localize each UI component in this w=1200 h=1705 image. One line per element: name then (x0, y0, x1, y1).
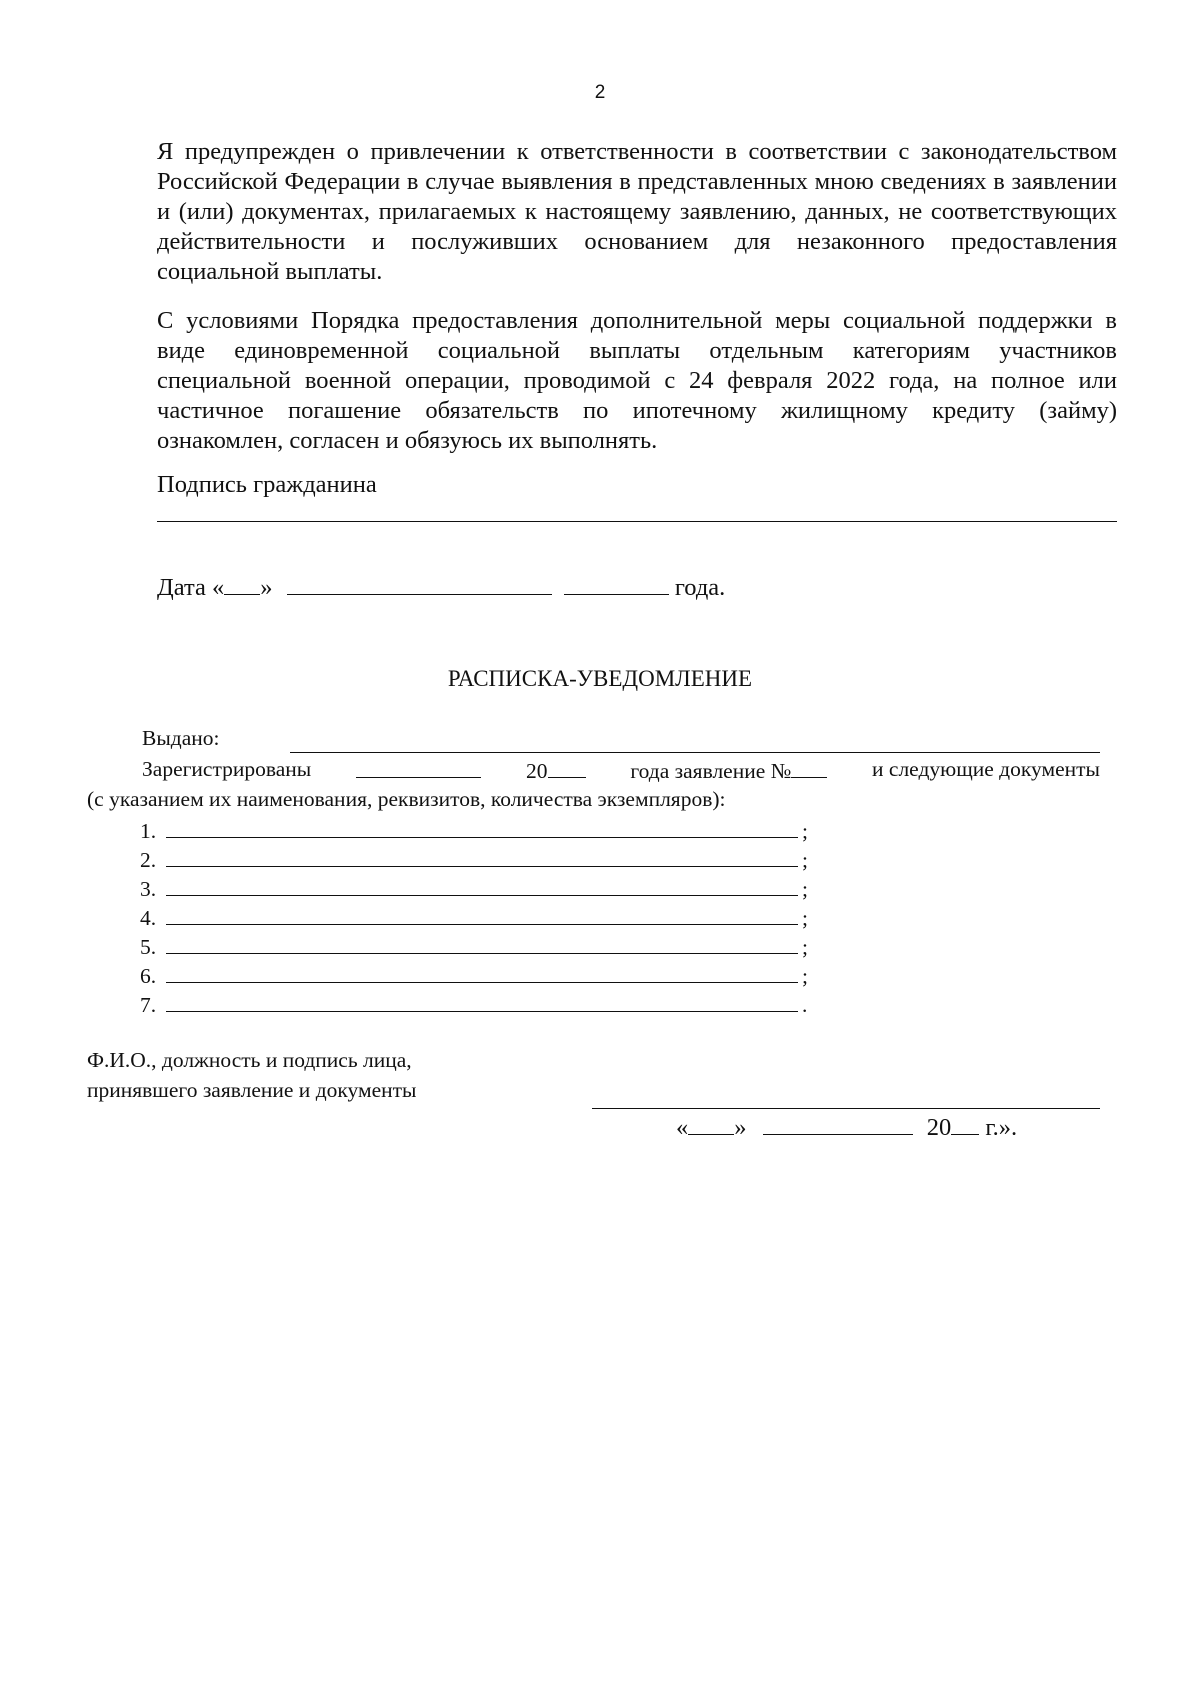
documents-note: (с указанием их наименования, реквизитов, количества экземпляров): (87, 787, 726, 811)
official-block (87, 1045, 416, 1105)
document-line[interactable] (166, 989, 798, 1012)
issued-label: Выдано: (142, 726, 220, 750)
conditions-paragraph: С условиями Порядка предоставления дополнительной меры социальной поддержки в виде единовременной социальной выплаты отдельным категориям участников специальной военной операции, проводимой с 24 февраля 2022 года, на полное или частичное погашение обязательств по ипотечному жилищному кредиту (займу) ознакомлен, согласен и обязуюсь их выполнять. (157, 307, 1117, 454)
date-close-quote: » (260, 574, 273, 601)
item-end: ; (802, 819, 808, 843)
item-number: 1. (140, 819, 157, 843)
official-signature-line[interactable] (592, 1108, 1100, 1109)
liability-paragraph: Я предупрежден о привлечении к ответственности в соответствии с законодательством Российской Федерации в случае выявления в представленных мною сведениях в заявлении и (или) документах, прилагаемых к настоящему заявлению, данных, не соответствующих действительности и послуживших основанием для незаконного предоставления социальной выплаты. (157, 138, 1117, 285)
item-end: ; (802, 848, 808, 872)
registration-row (142, 757, 1100, 784)
document-item (140, 844, 808, 873)
registration-year-prefix: 20 (526, 759, 548, 783)
signature-line[interactable] (157, 521, 1117, 522)
document-line[interactable] (166, 931, 798, 954)
item-number: 4. (140, 906, 157, 930)
item-end: . (802, 993, 808, 1017)
document-item (140, 873, 808, 902)
document-line[interactable] (166, 902, 798, 925)
document-item (140, 931, 808, 960)
day-blank[interactable] (224, 572, 260, 595)
item-number: 7. (140, 993, 157, 1017)
acceptance-date-row (676, 1112, 1017, 1142)
item-end: ; (802, 935, 808, 959)
official-label-line1: Ф.И.О., должность и подпись лица, (87, 1048, 412, 1072)
application-number-blank[interactable] (791, 757, 827, 778)
date-suffix: года. (674, 574, 726, 601)
acceptance-close-quote: » (734, 1114, 747, 1141)
document-line[interactable] (166, 815, 798, 838)
date-row (157, 572, 725, 602)
acceptance-month-blank[interactable] (763, 1112, 913, 1135)
acceptance-suffix: г.». (985, 1114, 1018, 1141)
registered-label: Зарегистрированы (142, 757, 312, 781)
item-end: ; (802, 906, 808, 930)
document-list (140, 815, 808, 1018)
acceptance-day-blank[interactable] (688, 1112, 734, 1135)
issued-line[interactable] (290, 752, 1100, 753)
item-end: ; (802, 964, 808, 988)
documents-text: и следующие документы (872, 757, 1100, 781)
registration-date-blank[interactable] (356, 757, 481, 778)
item-number: 2. (140, 848, 157, 872)
registration-year-blank[interactable] (548, 757, 586, 778)
item-end: ; (802, 877, 808, 901)
acceptance-year-prefix: 20 (926, 1114, 952, 1141)
document-line[interactable] (166, 844, 798, 867)
year-blank[interactable] (564, 572, 669, 595)
page-number: 2 (594, 82, 606, 103)
document-item (140, 815, 808, 844)
document-item (140, 960, 808, 989)
signature-label: Подпись гражданина (157, 471, 377, 498)
acceptance-open-quote: « (676, 1114, 689, 1141)
acceptance-year-blank[interactable] (951, 1112, 979, 1135)
month-blank[interactable] (287, 572, 552, 595)
item-number: 5. (140, 935, 157, 959)
document-line[interactable] (166, 873, 798, 896)
item-number: 3. (140, 877, 157, 901)
receipt-heading: РАСПИСКА-УВЕДОМЛЕНИЕ (447, 666, 753, 691)
application-text: года заявление № (630, 759, 792, 783)
document-item (140, 989, 808, 1018)
document-line[interactable] (166, 960, 798, 983)
official-label-line2: принявшего заявление и документы (87, 1078, 417, 1102)
item-number: 6. (140, 964, 157, 988)
document-item (140, 902, 808, 931)
date-label: Дата « (157, 574, 225, 601)
